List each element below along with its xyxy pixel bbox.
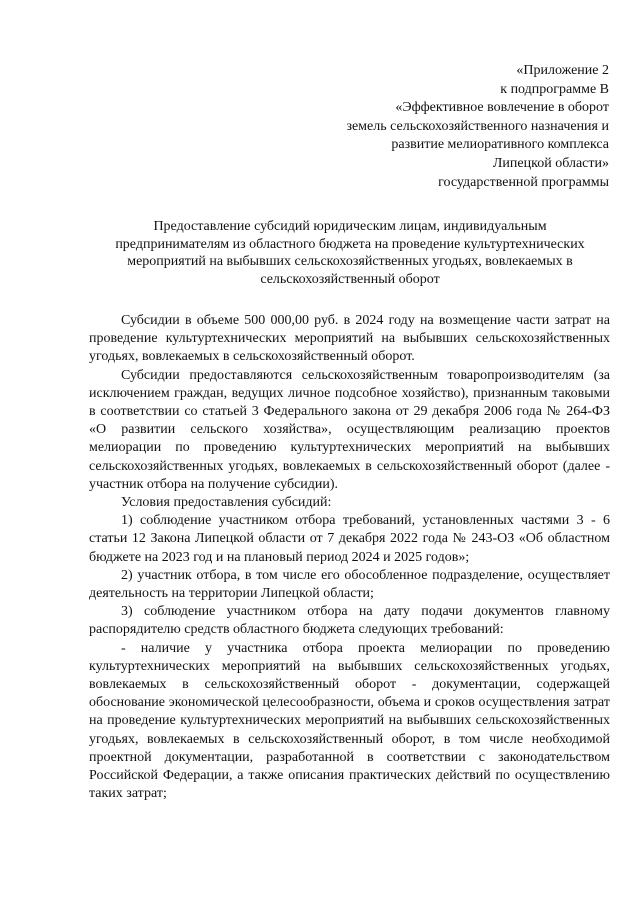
paragraph-condition-1: 1) соблюдение участником отбора требований, установленных частями 3 - 6 статьи 12 Закона Липецкой области от 7 декабря 2022 года № 243-ОЗ «Об областном бюджете на 2023 год и на плановый период 2024 и 2025 годов»; [89, 513, 610, 565]
appendix-line: «Приложение 2 [516, 63, 609, 78]
paragraph-requirement-project: - наличие у участника отбора проекта мелиорации по проведению культуртехнических мероприятий на выбывших сельскохозяйственных угодьях, вовлекаемых в сельскохозяйственный оборот - документации, содержащей обоснование экономической целесообразности, объема и сроков осуществления затрат на проведение культуртехнических мероприятий на выбывших сельскохозяйственных угодьях, вовлекаемых в сельскохозяйственный оборот, в том числе необходимой проектной документации, разработанной в соответствии с законодательством Российской Федерации, а также описания практических действий по осуществлению таких затрат; [89, 640, 610, 802]
paragraph-condition-2: 2) участник отбора, в том числе его обособленное подразделение, осуществляет деятельность на территории Липецкой области; [89, 567, 610, 602]
appendix-line: государственной программы [438, 174, 609, 190]
title-line: сельскохозяйственный оборот [260, 271, 440, 287]
title-line: мероприятий на выбывших сельскохозяйственных угодьях, вовлекаемых в [127, 254, 573, 270]
paragraph-conditions-heading: Условия предоставления субсидий: [121, 495, 332, 511]
appendix-header [249, 62, 609, 192]
appendix-line: земель сельскохозяйственного назначения и [346, 118, 609, 134]
paragraph-recipients: Субсидии предоставляются сельскохозяйственным товаропроизводителям (за исключением граждан, ведущих личное подсобное хозяйство), признанным таковыми в соответствии со статьей 3 Федерального закона от 29 декабря 2006 года № 264-ФЗ «О развитии сельского хозяйства», осуществляющим реализацию проектов мелиорации по проведению культуртехнических мероприятий на выбывших сельскохозяйственных угодьях, вовлекаемых в сельскохозяйственный оборот (далее - участник отбора на получение субсидии). [89, 367, 610, 492]
title-line: Предоставление субсидий юридическим лицам, индивидуальным [153, 219, 547, 234]
paragraph-condition-3: 3) соблюдение участником отбора на дату подачи документов главному распорядителю средств областного бюджета следующих требований: [89, 604, 610, 638]
appendix-line: развитие мелиоративного комплекса [391, 137, 609, 153]
title-line: предпринимателям из областного бюджета на проведение культуртехнических [115, 236, 585, 252]
appendix-line: «Эффективное вовлечение в оборот [395, 100, 609, 116]
appendix-line: Липецкой области» [492, 155, 609, 171]
appendix-line: к подпрограмме В [500, 81, 609, 97]
document-body [89, 312, 610, 803]
document-title [90, 218, 610, 288]
paragraph-subsidy-volume: Субсидии в объеме 500 000,00 руб. в 2024 году на возмещение части затрат на проведение культуртехнических мероприятий на выбывших сельскохозяйственных угодьях, вовлекаемых в сельскохозяйственный оборот. [89, 313, 610, 365]
